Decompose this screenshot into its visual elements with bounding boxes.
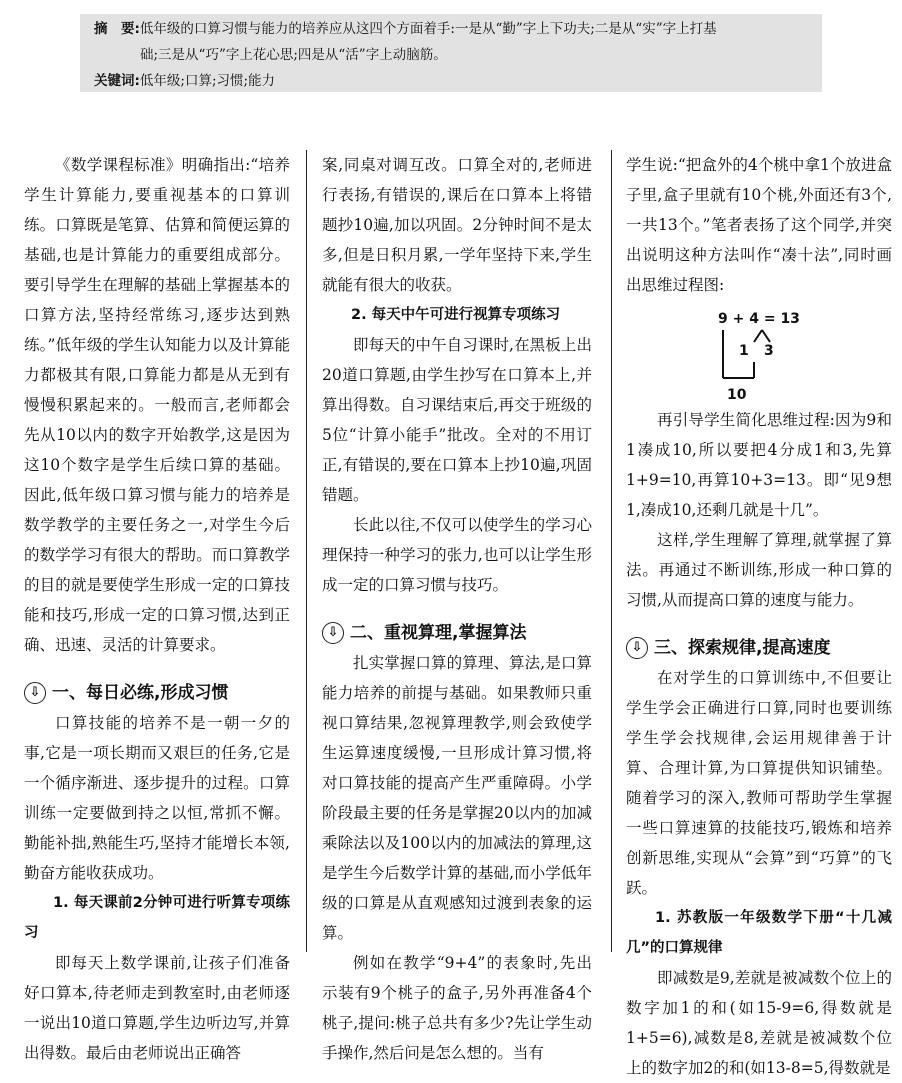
subheading-2: 2. 每天中午可进行视算专项练习 bbox=[351, 307, 561, 323]
diagram-equation: 9 + 4 = 13 bbox=[718, 311, 800, 327]
abstract-line-1 bbox=[94, 16, 717, 42]
down-arrow-circle-icon: ⇩ bbox=[24, 682, 46, 704]
column-3 bbox=[626, 150, 892, 1083]
col1-paragraph-3: 即每天上数学课前,让孩子们准备好口算本,待老师走到教室时,由老师逐一说出10道口算题,学生边听边写,并算出得数。最后由老师说出正确答 bbox=[24, 954, 290, 1062]
abstract-text-2: 础;三是从“巧”字上花心思;四是从“活”字上动脑筋。 bbox=[140, 47, 447, 63]
col3-paragraph-3: 这样,学生理解了算理,就掌握了算法。再通过不断训练,形成一种口算的习惯,从而提高口算的速度与能力。 bbox=[626, 531, 892, 609]
keywords-line bbox=[94, 68, 275, 94]
col2-paragraph-3: 长此以往,不仅可以使学生的学习心理保持一种学习的张力,也可以让学生形成一定的口算习惯与技巧。 bbox=[322, 516, 592, 594]
section-heading-2-text: 二、重视算理,掌握算法 bbox=[350, 623, 527, 643]
section-heading-3-text: 三、探索规律,提高速度 bbox=[654, 638, 831, 658]
diagram-ten: 10 bbox=[727, 387, 747, 403]
make-ten-diagram bbox=[626, 300, 892, 405]
diagram-part-3: 3 bbox=[764, 343, 774, 359]
col3-paragraph-2: 再引导学生简化思维过程:因为9和1凑成10,所以要把4分成1和3,先算1+9=10,再算10+3=13。即“见9想1,凑成10,还剩几就是十几”。 bbox=[626, 411, 892, 519]
diagram-part-1: 1 bbox=[739, 343, 749, 359]
column-1 bbox=[24, 150, 290, 1068]
col1-paragraph-2: 口算技能的培养不是一朝一夕的事,它是一项长期而又艰巨的任务,它是一个循序渐进、逐步提升的过程。口算训练一定要做到持之以恒,常抓不懈。勤能补拙,熟能生巧,坚持才能增长本领,勤奋方能收获成功。 bbox=[24, 714, 290, 882]
col3-paragraph-5: 即减数是9,差就是被减数个位上的数字加1的和(如15-9=6,得数就是1+5=6),减数是8,差就是被减数个位上的数字加2的和(如13-8=5,得数就是 bbox=[626, 969, 892, 1077]
col2-paragraph-5: 例如在教学“9+4”的表象时,先出示装有9个桃子的盒子,另外再准备4个桃子,提问:桃子总共有多少?先让学生动手操作,然后问是怎么想的。当有 bbox=[322, 954, 592, 1062]
col2-paragraph-1: 案,同桌对调互改。口算全对的,老师进行表扬,有错误的,课后在口算本上将错题抄10遍,加以巩固。2分钟时间不是太多,但是日积月累,一学年坚持下来,学生就能有很大的收获。 bbox=[322, 156, 592, 294]
col2-paragraph-2: 即每天的中午自习课时,在黑板上出20道口算题,由学生抄写在口算本上,并算出得数。自习课结束后,再交于班级的5位“计算小能手”批改。全对的不用订正,有错误的,要在口算本上抄10遍,巩固错题。 bbox=[322, 336, 592, 504]
keywords-label: 关键词: bbox=[94, 73, 140, 89]
section-heading-1 bbox=[24, 678, 290, 708]
abstract-box bbox=[80, 14, 822, 92]
abstract-text-1: 低年级的口算习惯与能力的培养应从这四个方面着手:一是从“勤”字上下功夫;二是从“实”字上打基 bbox=[139, 21, 717, 37]
column-divider-1 bbox=[306, 150, 307, 952]
abstract-label: 摘 要: bbox=[94, 21, 140, 37]
col2-paragraph-4: 扎实掌握口算的算理、算法,是口算能力培养的前提与基础。如果教师只重视口算结果,忽视算理教学,则会致使学生运算速度缓慢,一旦形成计算习惯,将对口算技能的提高产生严重障碍。小学阶段最主要的任务是掌握20以内的加减乘除法以及100以内的加减法的算理,这是学生今后数学计算的基础,而小学低年级的口算是从直观感知过渡到表象的运算。 bbox=[322, 654, 592, 942]
abstract-line-2 bbox=[140, 42, 447, 68]
column-2 bbox=[322, 150, 592, 1068]
subheading-3: 1. 苏教版一年级数学下册“十几减几”的口算规律 bbox=[626, 910, 892, 956]
down-arrow-circle-icon: ⇩ bbox=[322, 622, 344, 644]
col3-paragraph-1: 学生说:“把盒外的4个桃中拿1个放进盒子里,盒子里就有10个桃,外面还有3个,一共13个。”笔者表扬了这个同学,并突出说明这种方法叫作“凑十法”,同时画出思维过程图: bbox=[626, 156, 892, 294]
diagram-lines bbox=[626, 300, 892, 405]
section-heading-3 bbox=[626, 633, 892, 663]
keywords-text: 低年级;口算;习惯;能力 bbox=[139, 73, 276, 89]
col3-paragraph-4: 在对学生的口算训练中,不但要让学生学会正确进行口算,同时也要训练学生学会找规律,会运用规律善于计算、合理计算,为口算提供知识铺垫。随着学习的深入,教师可帮助学生掌握一些口算速算的技能技巧,锻炼和培养创新思维,实现从“会算”到“巧算”的飞跃。 bbox=[626, 669, 892, 897]
col1-paragraph-1: 《数学课程标准》明确指出:“培养学生计算能力,要重视基本的口算训练。口算既是笔算、估算和简便运算的基础,也是计算能力的重要组成部分。要引导学生在理解的基础上掌握基本的口算方法,坚持经常练习,逐步达到熟练。”低年级的学生认知能力以及计算能力都极其有限,口算能力都是从无到有慢慢积累起来的。一般而言,老师都会先从10以内的数字开始教学,这是因为这10个数字是学生后续口算的基础。因此,低年级口算习惯与能力的培养是数学教学的主要任务之一,对学生今后的数学学习有很大的帮助。而口算教学的目的就是要使学生形成一定的口算技能和技巧,形成一定的口算习惯,达到正确、迅速、灵活的计算要求。 bbox=[24, 156, 290, 654]
column-divider-2 bbox=[611, 150, 612, 952]
subheading-1: 1. 每天课前2分钟可进行听算专项练习 bbox=[24, 895, 290, 941]
down-arrow-circle-icon: ⇩ bbox=[626, 637, 648, 659]
section-heading-2 bbox=[322, 618, 592, 648]
section-heading-1-text: 一、每日必练,形成习惯 bbox=[52, 683, 229, 703]
